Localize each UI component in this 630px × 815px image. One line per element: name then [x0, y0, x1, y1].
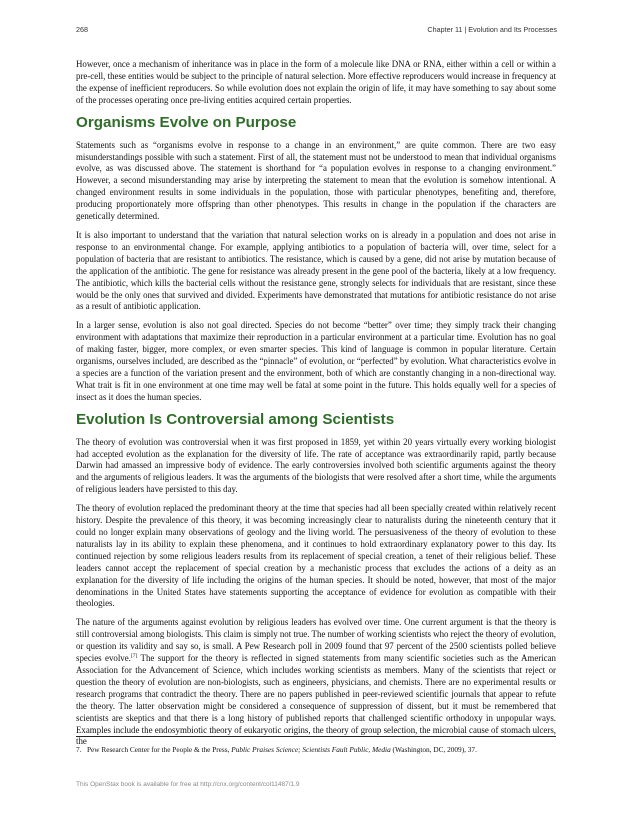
- running-header: [76, 25, 557, 34]
- paragraph: [76, 617, 556, 748]
- body-text: [76, 59, 556, 755]
- footnote: [76, 745, 556, 754]
- footnote-title: Public Praises Science; Scientists Fault Public, Media: [231, 745, 391, 754]
- footnote-author: Pew Research Center for the People & the Press,: [86, 745, 232, 754]
- section-heading-organisms-evolve: Organisms Evolve on Purpose: [76, 113, 297, 131]
- chapter-title: Chapter 11 | Evolution and Its Processes: [427, 25, 557, 34]
- paragraph-text: The support for the theory is reflected in signed statements from many scientific societies such as the American Association for the Advancement of Science, which includes working scientists as members. Many of the scientists that reject or question the theory of evolution are non-biologists, such as engineers, physicians, and chemists. There are no experimental results or research programs that contradict the theory. There are no papers published in peer-reviewed scientific journals that appear to refute the theory. The latter observation might be considered a consequence of suppression of dissent, but it must be remembered that scientists are skeptics and that there is a long history of published reports that challenged scientific orthodoxy in unpopular ways. Examples include the endosymbiotic theory of eukaryotic origins, the theory of group selection, the microbial cause of stomach ulcers, the: [76, 653, 556, 747]
- paragraph: The theory of evolution was controversial when it was first proposed in 1859, yet within 20 years virtually every working biologist had accepted evolution as the explanation for the diversity of life. The rate of acceptance was extraordinarily rapid, partly because Darwin had amassed an impressive body of evidence. The early controversies involved both scientific arguments against the theory and the arguments of religious leaders. It was the arguments of the biologists that were resolved after a short time, while the arguments of religious leaders have persisted to this day.: [76, 436, 556, 495]
- intro-paragraph: However, once a mechanism of inheritance was in place in the form of a molecule like DNA or RNA, either within a cell or within a pre-cell, these entities would be subject to the principle of natural selection. More effective reproducers would increase in frequency at the expense of inefficient reproducers. So while evolution does not explain the origin of life, it may have something to say about some of the processes operating once pre-living entities acquired certain properties.: [76, 59, 556, 105]
- page-number: 268: [76, 25, 88, 34]
- section-heading-evolution-controversial: Evolution Is Controversial among Scientists: [76, 410, 395, 428]
- footnote-divider: [76, 736, 556, 737]
- paragraph: It is also important to understand that the variation that natural selection works on is already in a population and does not arise in response to an environmental change. For example, applying antibiotics to a population of bacteria will, over time, select for a population of bacteria that are resistant to antibiotics. The resistance, which is caused by a gene, did not arise by mutation because of the application of the antibiotic. The gene for resistance was already present in the gene pool of the bacteria, likely at a low frequency. The antibiotic, which kills the bacterial cells without the resistance gene, strongly selects for individuals that are resistant, since these would be the only ones that survived and divided. Experiments have demonstrated that mutations for antibiotic resistance do not arise as a result of antibiotic application.: [76, 229, 556, 312]
- footnote-reference-link[interactable]: [7]: [130, 653, 138, 660]
- footnote-citation: (Washington, DC, 2009), 37.: [390, 745, 477, 754]
- paragraph: Statements such as “organisms evolve in response to a change in an environment,” are quite common. There are two easy misunderstandings possible with such a statement. First of all, the statement must not be understood to mean that individual organisms evolve, as was discussed above. The statement is shorthand for “a population evolves in response to a changing environment.” However, a second misunderstanding may arise by interpreting the statement to mean that the evolution is somehow intentional. A changed environment results in some individuals in the population, those with particular phenotypes, benefiting and, therefore, producing proportionately more offspring than other phenotypes. This results in change in the population if the characters are genetically determined.: [76, 139, 556, 222]
- footnote-number: 7.: [76, 745, 82, 754]
- footer-availability-note: This OpenStax book is available for free at http://cnx.org/content/col11487/1.9: [76, 781, 300, 788]
- paragraph: In a larger sense, evolution is also not goal directed. Species do not become “better” over time; they simply track their changing environment with adaptations that maximize their reproduction in a particular environment at a particular time. Evolution has no goal of making faster, bigger, more complex, or even smarter species. This kind of language is common in popular literature. Certain organisms, ourselves included, are described as the “pinnacle” of evolution, or “perfected” by evolution. What characteristics evolve in a species are a function of the variation present and the environment, both of which are constantly changing in a non-directional way. What trait is fit in one environment at one time may well be fatal at some point in the future. This holds equally well for a species of insect as it does the human species.: [76, 320, 556, 402]
- paragraph-text: The nature of the arguments against evolution by religious leaders has evolved over time. One current argument is that the theory is still controversial among biologists. This claim is simply not true. The number of working scientists who reject the theory of evolution, or question its validity and say so, is small. A Pew Research poll in 2009 found that 97 percent of the 2500 scientists polled believe species evolve.: [76, 617, 556, 664]
- paragraph: The theory of evolution replaced the predominant theory at the time that species had all been specially created within relatively recent history. Despite the prevalence of this theory, it was becoming increasingly clear to naturalists during the nineteenth century that it could no longer explain many observations of geology and the living world. The persuasiveness of the theory of evolution to these naturalists lay in its ability to explain these phenomena, and it continues to hold extraordinary explanatory power to this day. Its continued rejection by some religious leaders results from its replacement of special creation, a tenet of their religious belief. These leaders cannot accept the replacement of special creation by a mechanistic process that excludes the actions of a deity as an explanation for the diversity of life including the origins of the human species. It should be noted, however, that most of the major denominations in the United States have statements supporting the acceptance of evidence for evolution as compatible with their theologies.: [76, 503, 556, 609]
